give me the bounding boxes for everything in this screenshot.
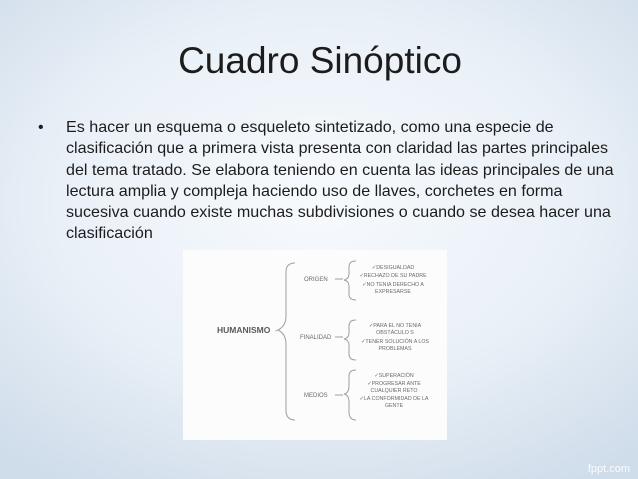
bullet-list: [38, 117, 618, 245]
medios-item-4: ✓LA CONFORMIDAD DE LA: [359, 396, 429, 402]
brace-medios: [344, 370, 356, 420]
root-dash: -: [275, 326, 278, 335]
synoptic-diagram-image: [183, 250, 447, 440]
synoptic-diagram: [183, 250, 447, 440]
branch-label-origen: ORIGEN: [304, 277, 328, 283]
origen-item-3: ✓NO TENIA DERECHO A: [362, 282, 424, 288]
origen-item-2: ✓RECHAZO DE SU PADRE: [359, 273, 427, 279]
branch-label-finalidad: FINALIDAD: [300, 335, 332, 341]
origen-item-1: ✓DESIGUALDAD: [371, 265, 415, 271]
finalidad-item-1: ✓PARA EL NO TENIA: [368, 323, 422, 329]
finalidad-item-3: ✓TENER SOLUCIÓN A LOS: [360, 339, 430, 345]
origen-item-4: EXPRESARSE: [375, 289, 411, 295]
slide-title: Cuadro Sinóptico: [178, 40, 462, 81]
bullet-marker: •: [38, 119, 44, 136]
footer-watermark: fppt.com: [587, 463, 630, 475]
diagram-root: HUMANISMO: [217, 325, 271, 335]
medios-item-5: GENTE: [384, 403, 404, 409]
brace-origen: [344, 261, 356, 300]
bullet-text: Es hacer un esquema o esqueleto sintetizado, como una especie de clasificación que a primera vista presenta con claridad las partes principales del tema tratado. Se elabora teniendo en cuenta las ideas principales de una lectura amplia y compleja haciendo uso de llaves, corchetes en forma sucesiva cuando existe muchas subdivisiones o cuando se desea hacer una clasificación: [66, 118, 614, 243]
medios-item-3: CUALQUIER RETO: [370, 388, 418, 394]
finalidad-item-2: OBSTÁCULO S: [376, 330, 414, 336]
medios-item-1: ✓SUPERACIÓN: [374, 373, 414, 379]
finalidad-item-4: PROBLEMAS: [378, 346, 412, 352]
main-brace: [278, 263, 295, 420]
branch-label-medios: MEDIOS: [304, 393, 328, 399]
brace-finalidad: [344, 320, 356, 360]
medios-item-2: ✓PROGRESAR ANTE: [367, 381, 421, 387]
